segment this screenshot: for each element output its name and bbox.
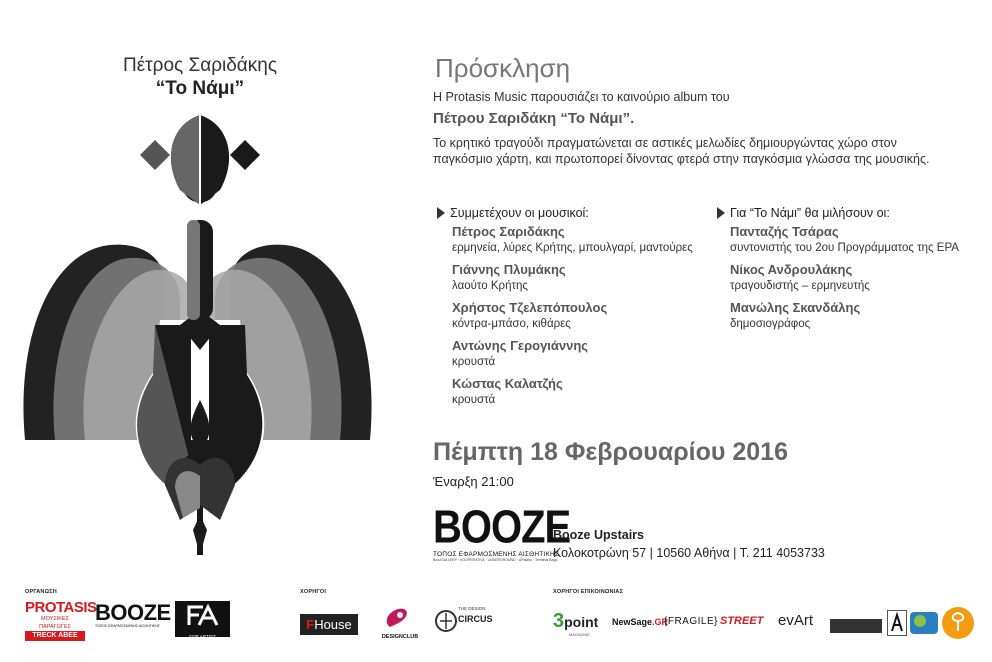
- media-logo-small-a: [887, 610, 907, 636]
- description-line-1: Το κρητικό τραγούδι πραγματώνεται σε αστικές μελωδίες δημιουργώντας χώρο στον: [433, 136, 897, 150]
- musician-item: [452, 262, 566, 294]
- fhouse-logo: [300, 614, 358, 635]
- musician-name: Γιάννης Πλυμάκης: [452, 262, 566, 277]
- booze-small-sub: ΤΟΠΟΣ ΕΦΑΡΜΟΣΜΕΝΗΣ ΑΙΣΘΗΤΙΚΗΣ: [95, 624, 160, 628]
- 3point-num: 3: [553, 610, 565, 632]
- 3point-word: point: [564, 614, 599, 630]
- tree-icon: [942, 607, 974, 639]
- speaker-item: [730, 224, 959, 256]
- media-logo-dark-banner: [830, 619, 882, 633]
- booze-logo: [433, 502, 571, 562]
- fhouse-word: House: [314, 617, 352, 632]
- speaker-role: συντονιστής του 2ου Προγράμματος της ΕΡΑ: [730, 242, 959, 254]
- speaker-role: δημοσιογράφος: [730, 318, 811, 330]
- musician-role: κρουστά: [452, 356, 496, 368]
- venue-name: Booze Upstairs: [553, 528, 644, 542]
- 3point-sub: MAGAZINE: [569, 632, 590, 637]
- musicians-heading-text: Συμμετέχουν οι μουσικοί:: [450, 206, 589, 220]
- designcircus-word: CIRCUS: [458, 614, 493, 624]
- musicians-heading: [437, 206, 589, 220]
- musician-role: κόντρα-μπάσο, κιθάρες: [452, 318, 571, 330]
- fhouse-f: F: [306, 617, 315, 632]
- media-logo-blue: [910, 612, 938, 634]
- description: [433, 135, 973, 167]
- booze-small-logo: [95, 600, 171, 628]
- intro-artist-album: Πέτρου Σαριδάκη “Το Νάμι”.: [433, 110, 635, 127]
- musician-name: Πέτρος Σαριδάκης: [452, 224, 565, 239]
- musician-name: Αντώνης Γερογιάννης: [452, 338, 589, 353]
- protasis-logo: [25, 599, 97, 639]
- triangle-bullet-icon: [717, 207, 725, 219]
- media-logo-orange-circle: [942, 607, 974, 639]
- musician-role: λαούτο Κρήτης: [452, 280, 528, 292]
- speaker-item: [730, 262, 870, 294]
- description-line-2: παγκόσμιο χάρτη, και πρωτοπορεί δίνοντας φτερά στην παγκόσμια γλώσσα της μουσικής.: [433, 152, 930, 166]
- street-logo: STREET: [720, 615, 764, 627]
- musician-item: [452, 376, 563, 408]
- media-logo-a-icon: [888, 611, 906, 635]
- newsage-word: NewSage: [612, 617, 653, 627]
- booze-logo-word: BOOZE: [433, 502, 571, 553]
- designclub-word: DESIGNCLUB: [381, 634, 419, 640]
- album-title: “Το Νάμι”: [155, 78, 245, 99]
- intro-text: Η Protasis Music παρουσιάζει το καινούριο album του: [433, 90, 730, 104]
- musician-name: Κώστας Καλατζής: [452, 376, 563, 391]
- fragile-logo: {FRAGILE}: [664, 616, 718, 627]
- designclub-icon: [378, 605, 418, 629]
- event-start-time: Έναρξη 21:00: [433, 474, 514, 489]
- speaker-name: Πανταζής Τσάρας: [730, 224, 839, 239]
- musician-item: [452, 224, 693, 256]
- newsage-logo: [612, 617, 668, 627]
- bird-lyre-artwork: [15, 110, 385, 555]
- for-artist-logo: [175, 601, 230, 637]
- invitation-title: Πρόσκληση: [435, 53, 571, 83]
- musician-name: Χρήστος Τζελεπόπουλος: [452, 300, 608, 315]
- fa-monogram-icon: [175, 601, 230, 629]
- event-date: Πέμπτη 18 Φεβρουαρίου 2016: [433, 438, 788, 466]
- sponsors-label: ΧΟΡΗΓΟΙ: [300, 589, 327, 595]
- booze-logo-tagline: ΤΟΠΟΣ ΕΦΑΡΜΟΣΜΕΝΗΣ ΑΙΣΘΗΤΙΚΗΣ: [433, 551, 560, 558]
- 3point-logo: [553, 611, 608, 637]
- fa-sub: FOR ARTIST: [189, 634, 216, 639]
- speaker-role: τραγουδιστής – ερμηνευτής: [730, 280, 870, 292]
- designclub-logo: [378, 605, 422, 640]
- musician-role: ερμηνεία, λύρες Κρήτης, μπουλγαρί, μαντούρες: [452, 242, 693, 254]
- musician-item: [452, 300, 607, 332]
- speaker-name: Νίκος Ανδρουλάκης: [730, 262, 853, 277]
- speaker-name: Μανώλης Σκανδάλης: [730, 300, 861, 315]
- evart-logo: evArt: [778, 612, 814, 629]
- media-logo-blue-dot: [914, 615, 926, 627]
- speakers-heading-text: Για “Το Νάμι” θα μιλήσουν οι:: [730, 206, 890, 220]
- designcircus-icon: [434, 606, 458, 636]
- protasis-logo-bar: TRECK ABEE: [25, 631, 85, 641]
- protasis-logo-word: PROTASIS: [25, 599, 97, 616]
- artist-name: Πέτρος Σαριδάκης: [122, 55, 278, 76]
- media-sponsors-label: ΧΟΡΗΓΟΙ ΕΠΙΚΟΙΝΩΝΙΑΣ: [553, 589, 624, 595]
- speakers-heading: [717, 206, 890, 220]
- organizer-label: ΟΡΓΑΝΩΣΗ: [25, 589, 57, 595]
- newsage-tld: .GR: [652, 617, 669, 627]
- protasis-logo-sub: ΜΟΥΣΙΚΕΣ ΠΑΡΑΓΩΓΕΣ: [39, 616, 71, 630]
- musician-role: κρουστά: [452, 394, 496, 406]
- venue-address: Κολοκοτρώνη 57 | 10560 Αθήνα | Τ. 211 4053733: [553, 546, 825, 560]
- speaker-item: [730, 300, 860, 332]
- booze-small-word: BOOZE: [95, 600, 171, 625]
- musician-item: [452, 338, 588, 370]
- triangle-bullet-icon: [437, 207, 445, 219]
- booze-logo-subtagline: BoozGALLERY · KOOPERATIVA · UNDERGROUND · UPstairs · Terminal Bags: [433, 558, 558, 562]
- designcircus-top: THE DESIGN: [458, 606, 486, 611]
